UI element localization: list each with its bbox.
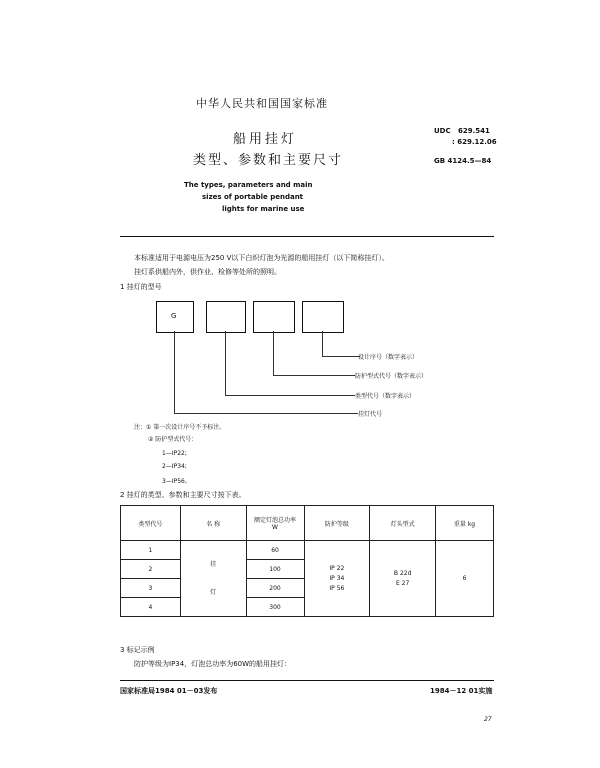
protection-cell <box>304 541 370 617</box>
leader-h4 <box>174 413 358 414</box>
col-type-code: 类型代号 <box>121 506 181 541</box>
protection-option-3: 3—IP56。 <box>162 478 191 485</box>
power-cell: 200 <box>246 579 304 598</box>
weight-cell: 6 <box>436 541 494 617</box>
name-char-2: 灯 <box>210 588 217 596</box>
label-design-no: 设计序号（数字表示） <box>358 354 419 361</box>
type-code-cell: 1 <box>121 541 181 560</box>
protection-ip34: IP 34 <box>329 574 345 582</box>
leader-v3 <box>225 331 226 395</box>
type-code-cell: 3 <box>121 579 181 598</box>
intro-line2: 挂灯系供船内外，供作业、检修等处所的照明。 <box>134 268 281 276</box>
intro-line1: 本标准适用于电源电压为250 V以下白炽灯泡为光源的船用挂灯（以下简称挂灯）。 <box>134 254 389 262</box>
col-weight: 重量 kg <box>436 506 494 541</box>
title-cn-line2: 类型、参数和主要尺寸 <box>193 153 344 168</box>
udc-label: UDC <box>434 127 451 135</box>
issued-date: 国家标准局1984 01－03发布 <box>120 687 218 695</box>
label-type: 类型代号（数字表示） <box>355 393 416 400</box>
note-1: 注：① 第一次设计序号不予标注。 <box>134 424 226 431</box>
page-number: 27 <box>484 716 492 723</box>
power-cell: 60 <box>246 541 304 560</box>
section3-heading: 3 标记示例 <box>120 646 155 654</box>
lamp-cap-e27: E 27 <box>395 579 410 587</box>
effective-date: 1984－12 01实施 <box>430 687 493 695</box>
power-cell: 100 <box>246 560 304 579</box>
model-box-type <box>206 301 246 333</box>
col-power: 额定灯泡总功率 W <box>246 506 304 541</box>
title-cn-line1: 船用挂灯 <box>233 132 298 147</box>
label-protection: 防护型式代号（数字表示） <box>355 373 428 380</box>
type-code-cell: 4 <box>121 598 181 617</box>
col-protection: 防护等级 <box>304 506 370 541</box>
leader-h2 <box>273 375 355 376</box>
model-box-protection <box>253 301 295 333</box>
model-box-design <box>302 301 344 333</box>
udc-value1: 629.541 <box>458 127 490 135</box>
udc-value2: : 629.12.06 <box>452 138 497 146</box>
table-row <box>121 541 494 560</box>
leader-v1 <box>322 331 323 356</box>
spec-table <box>120 505 494 617</box>
protection-option-1: 1—IP22; <box>162 450 187 457</box>
leader-h1 <box>322 356 360 357</box>
model-box-g <box>156 301 194 333</box>
protection-ip56: IP 56 <box>329 584 345 592</box>
lamp-cap-b22d: B 22d <box>393 569 412 577</box>
leader-h3 <box>225 395 355 396</box>
label-lamp-code: 挂灯代号 <box>358 411 383 418</box>
note-2: ② 防护型式代号： <box>148 436 198 443</box>
title-en-line1: The types, parameters and main <box>184 181 313 189</box>
header-rule <box>120 236 494 237</box>
footer-rule <box>120 680 494 681</box>
lamp-cap-cell <box>370 541 436 617</box>
title-en-line2: sizes of portable pendant <box>202 193 304 201</box>
section1-heading: 1 挂灯的型号 <box>120 283 162 291</box>
col-lamp-cap: 灯头型式 <box>370 506 436 541</box>
leader-v4 <box>174 331 175 413</box>
standard-org: 中华人民共和国国家标准 <box>196 97 328 110</box>
name-cell <box>180 541 246 617</box>
name-char-1: 挂 <box>210 560 217 568</box>
gb-code: GB 4124.5—84 <box>434 157 492 165</box>
model-box-g-text: G <box>171 312 177 320</box>
leader-v2 <box>273 331 274 375</box>
marking-example: 防护等级为IP34，灯泡总功率为60W的船用挂灯： <box>134 660 292 668</box>
power-cell: 300 <box>246 598 304 617</box>
type-code-cell: 2 <box>121 560 181 579</box>
title-en-line3: lights for marine use <box>222 205 305 213</box>
col-name: 名 称 <box>180 506 246 541</box>
section2-heading: 2 挂灯的类型、参数和主要尺寸按下表。 <box>120 491 246 499</box>
protection-option-2: 2—IP34; <box>162 463 187 470</box>
protection-ip22: IP 22 <box>329 564 345 572</box>
